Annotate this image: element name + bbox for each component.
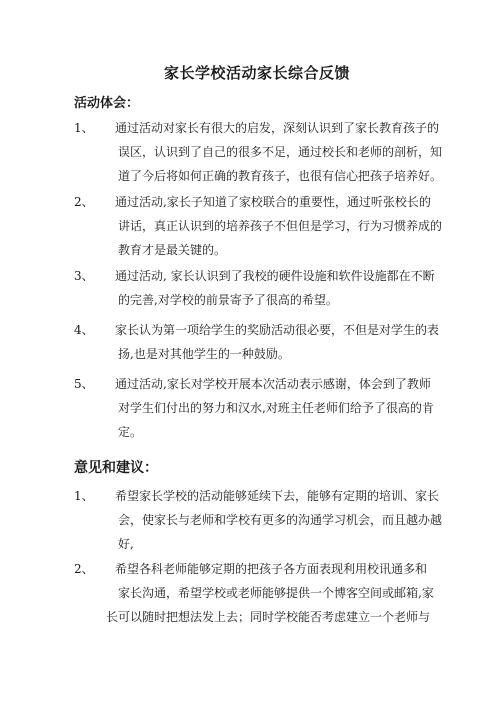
list-item-line: 家长认为第一项给学生的奖励活动很必要，不但是对学生的表: [115, 323, 440, 337]
list-item-line: 对学生们付出的努力和汉水,对班主任老师们给予了很高的肯: [118, 401, 434, 415]
list-item-number: 2、: [74, 562, 94, 576]
list-item-number: 1、: [74, 121, 94, 135]
list-item-line: 通过活动对家长有很大的启发，深刻认识到了家长教育孩子的: [115, 121, 440, 135]
list-item-line: 误区，认识到了自己的很多不足，通过校长和老师的剖析，知: [118, 145, 443, 159]
list-item-line: 通过活动,家长对学校开展本次活动表示感谢，体会到了教师: [115, 377, 431, 391]
list-item-line: 讲话，真正认识到的培养孩子不但但是学习，行为习惯养成的: [118, 219, 443, 233]
list-item-line: 希望各科老师能够定期的把孩子各方面表现利用校讯通多和: [115, 562, 428, 576]
list-item-line: 会，使家长与老师和学校有更多的沟通学习机会，而且越办越: [118, 513, 443, 527]
list-item-line: 通过活动, 家长认识到了我校的硬件设施和软件设施都在不断: [115, 269, 435, 283]
list-item-line: 好,: [118, 537, 134, 551]
document-title: 家长学校活动家长综合反馈: [163, 64, 350, 82]
list-item-line: 扬,也是对其他学生的一种鼓励。: [118, 347, 290, 361]
section-heading-suggestions: 意见和建议：: [74, 460, 158, 476]
list-item-number: 2、: [74, 195, 94, 209]
list-item-line: 长可以随时把想法发上去；同时学校能否考虑建立一个老师与: [106, 610, 431, 624]
list-item-line: 道了今后将如何正确的教育孩子，也很有信心把孩子培养好。: [118, 169, 443, 183]
list-item-line: 定。: [118, 425, 143, 439]
list-item-number: 4、: [74, 323, 94, 337]
list-item-number: 3、: [74, 269, 94, 283]
list-item-line: 家长沟通，希望学校或老师能够提供一个博客空间或邮箱,家: [118, 586, 434, 600]
list-item-line: 通过活动,家长子知道了家校联合的重要性，通过听张校长的: [115, 195, 431, 209]
section-heading-experience: 活动体会：: [74, 96, 140, 111]
list-item-line: 希望家长学校的活动能够延续下去，能够有定期的培训、家长: [115, 489, 440, 503]
list-item-number: 5、: [74, 377, 94, 391]
list-item-number: 1、: [74, 489, 94, 503]
list-item-line: 教育才是最关键的。: [118, 243, 227, 257]
list-item-line: 的完善,对学校的前景寄予了很高的希望。: [118, 293, 338, 307]
